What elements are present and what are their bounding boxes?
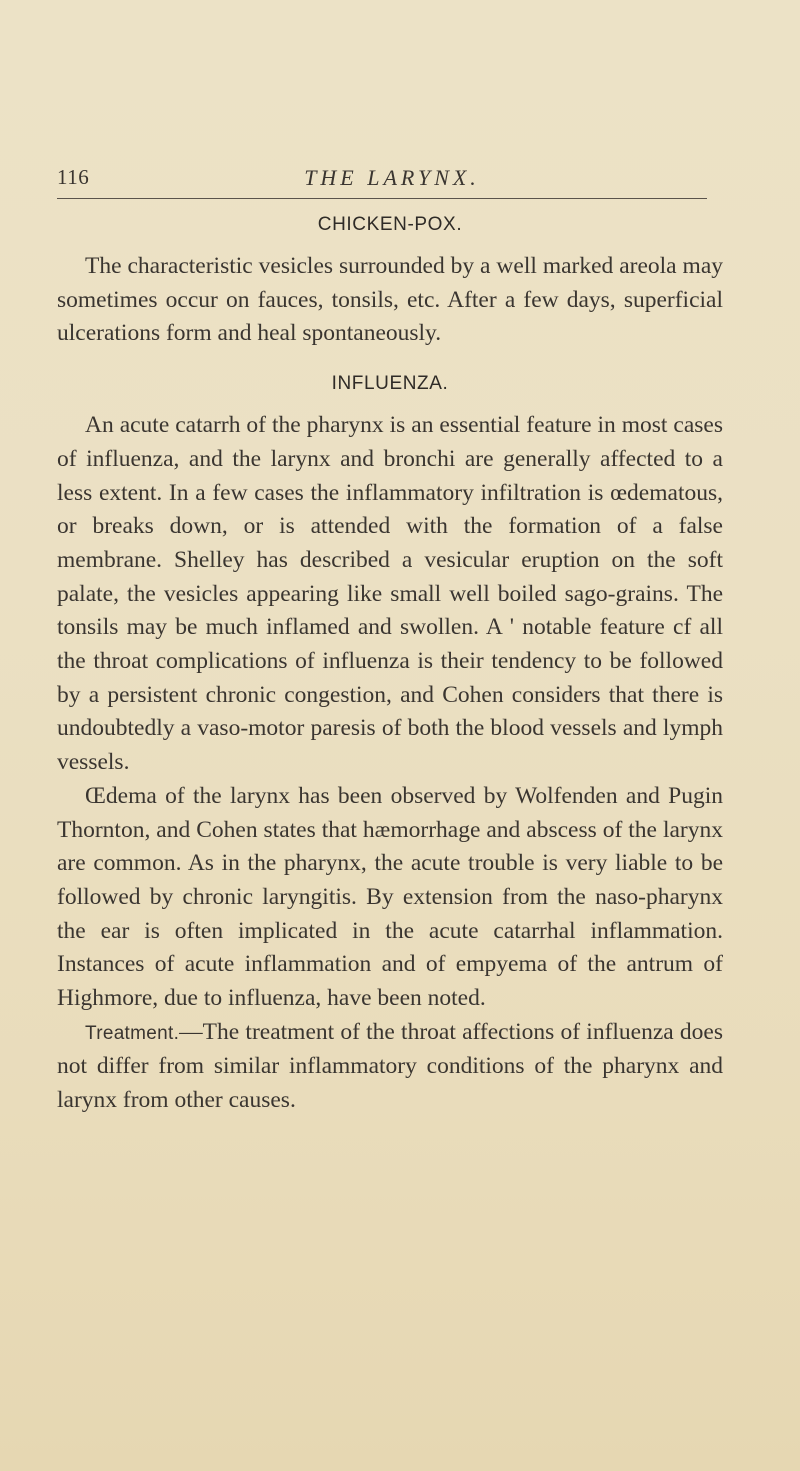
treatment-label: Treatment. [85, 1022, 180, 1044]
paragraph-chicken-pox: The characteristic vesicles surrounded by a well marked areola may sometimes occur on fauces, tonsils, etc. After a few days, superficial ulcerations form and heal spontaneously. [57, 253, 723, 347]
paragraph-influenza-catarrh: An acute catarrh of the pharynx is an essential feature in most cases of influenza, and the larynx and bronchi are generally affected to a less extent. In a few cases the inflammatory infiltration is œdematous, or breaks down, or is attended with the formation of a false membrane. Shelley has described a vesicular eruption on the soft palate, the vesicles appearing like small well boiled sago-grains. The tonsils may be much inflamed and swollen. A ' notable feature cf all the throat complications of influenza is their tendency to be followed by a persistent chronic congestion, and Cohen considers that there is undoubtedly a vaso-motor paresis of both the blood vessels and lymph vessels. [57, 412, 723, 776]
running-title: THE LARYNX. [304, 165, 480, 190]
header-rule [57, 198, 707, 199]
running-head [57, 165, 707, 195]
treatment-text: —The treatment of the throat affections of influenza does not differ from similar inflammatory conditions of the pharynx and larynx from other causes. [57, 1018, 723, 1114]
section-heading-influenza: INFLUENZA. [331, 373, 449, 395]
paragraph-treatment [57, 1016, 723, 1118]
page-number: 116 [57, 165, 90, 189]
page-body [57, 212, 723, 1118]
paragraph-influenza-oedema: Œdema of the larynx has been observed by Wolfenden and Pugin Thornton, and Cohen states that hæmorrhage and abscess of the larynx are common. As in the pharynx, the acute trouble is very liable to be followed by chronic laryngitis. By extension from the naso-pharynx the ear is often implicated in the acute catarrhal inflammation. Instances of acute inflammation and of empyema of the antrum of Highmore, due to influenza, have been noted. [57, 782, 723, 1012]
section-heading-chicken-pox: CHICKEN-POX. [317, 214, 463, 235]
